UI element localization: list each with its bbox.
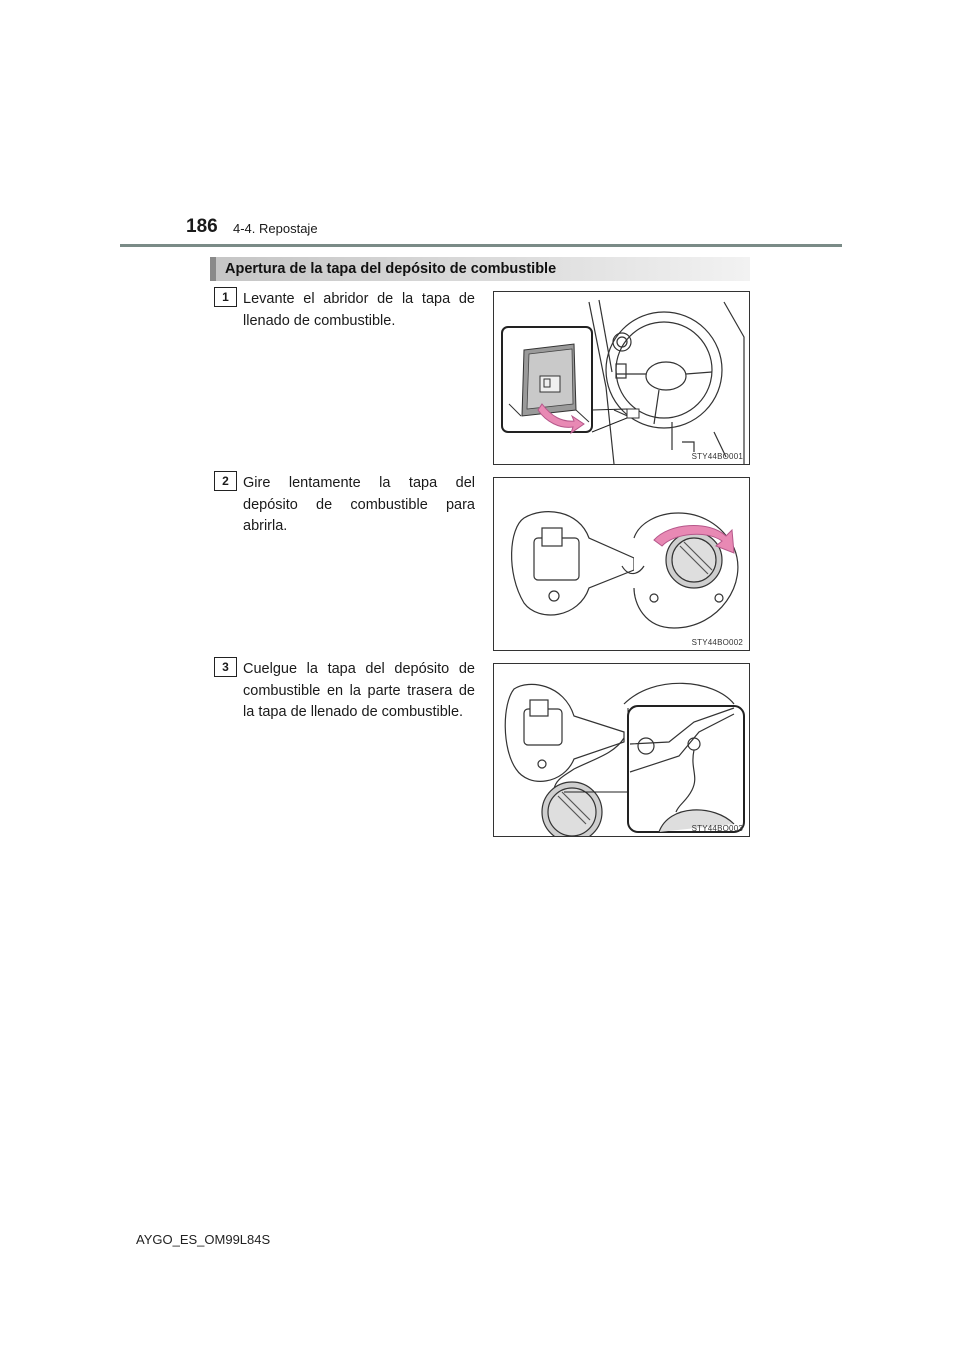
document-code: AYGO_ES_OM99L84S xyxy=(136,1232,271,1247)
figure-fuel-opener xyxy=(493,291,750,465)
header-rule xyxy=(120,244,842,247)
section-title: Apertura de la tapa del depósito de combustible xyxy=(225,261,557,277)
page-number: 186 xyxy=(186,216,218,237)
step-text-3: Cuelgue la tapa del depósito de combustible en la parte trasera de la tapa de llenado de combustible. xyxy=(243,661,475,720)
section-reference: 4-4. Repostaje xyxy=(233,221,318,236)
illustration-fuel-cap-turn xyxy=(494,478,749,650)
step-text-1: Levante el abridor de la tapa de llenado de combustible. xyxy=(243,291,475,329)
illustration-dashboard-lever xyxy=(494,292,749,464)
figure-code-2: STY44BO002 xyxy=(691,638,743,647)
banner-accent-bar xyxy=(210,257,216,281)
figure-code-3: STY44BO003 xyxy=(691,824,743,833)
step-badge-3: 3 xyxy=(214,657,237,677)
figure-cap-hang xyxy=(493,663,750,837)
figure-code-1: STY44BO001 xyxy=(691,452,743,461)
step-badge-1: 1 xyxy=(214,287,237,307)
section-banner xyxy=(210,257,750,281)
illustration-fuel-cap-hang xyxy=(494,664,749,836)
step-badge-2: 2 xyxy=(214,471,237,491)
figure-cap-rotation xyxy=(493,477,750,651)
step-text-2: Gire lentamente la tapa del depósito de combustible para abrirla. xyxy=(243,475,475,534)
